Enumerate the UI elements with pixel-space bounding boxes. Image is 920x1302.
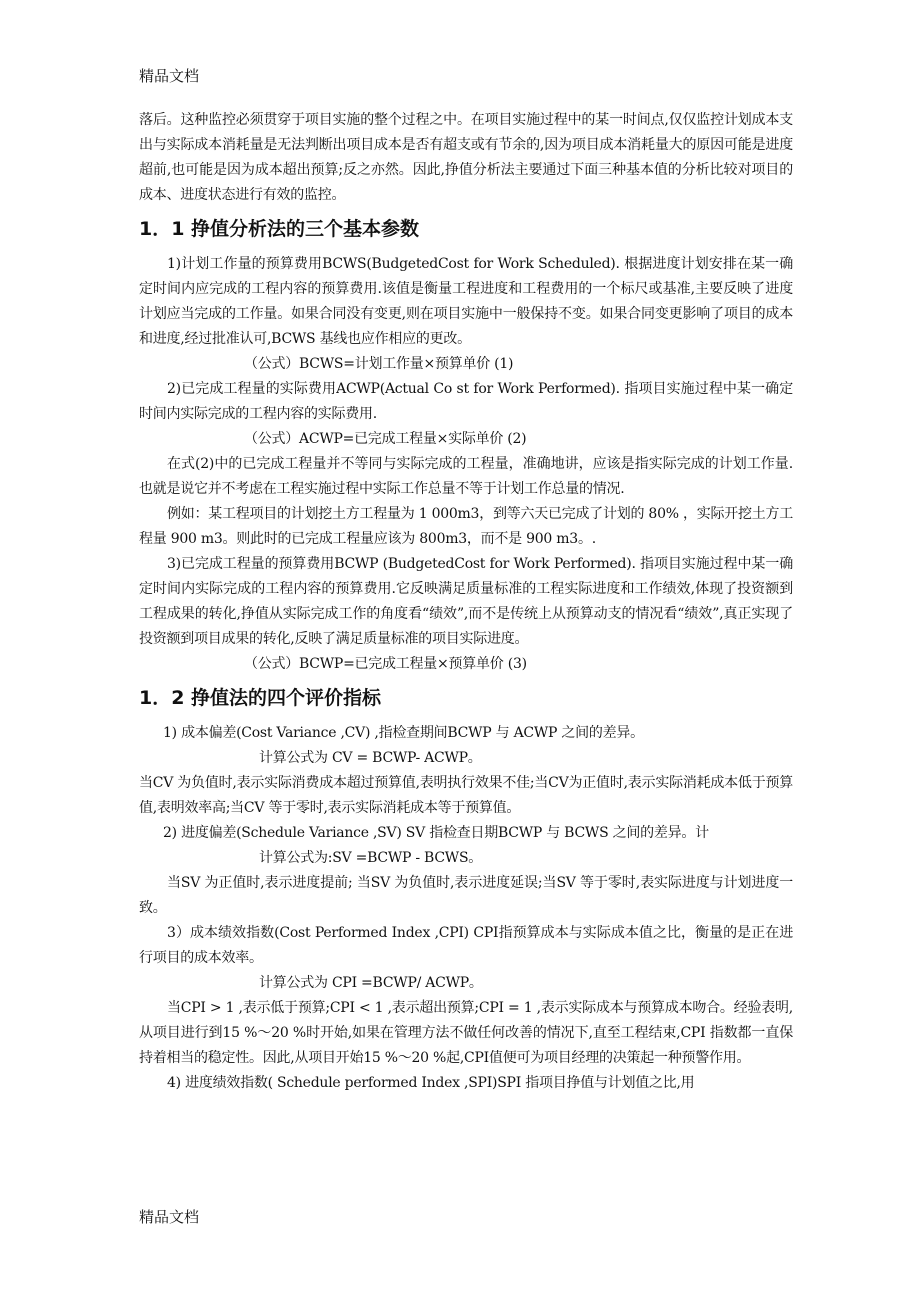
sv-formula: 计算公式为:SV =BCWP - BCWS。 (259, 850, 483, 866)
cpi-formula: 计算公式为 CPI =BCWP/ ACWP。 (259, 975, 483, 991)
cpi-item: 3）成本绩效指数(Cost Performed Index ,CPI) CPI指预算成本与实际成本值之比，衡量的是正在进行项目的成本效率。 (139, 925, 793, 966)
example-paragraph: 例如：某工程项目的计划挖土方工程量为 1 000m3，到等六天已完成了计划的 80% ，实际开挖土方工程量 900 m3。则此时的已完成工程量应该为 800m3，而不是 900 m3。. (139, 506, 793, 547)
bcws-formula: （公式）BCWS=计划工作量×预算单价 (1) (244, 356, 514, 372)
sv-description: 当SV 为正值时,表示进度提前; 当SV 为负值时,表示进度延误;当SV 等于零时,表实际进度与计划进度一致。 (139, 875, 793, 916)
acwp-paragraph: 2)已完成工程量的实际费用ACWP(Actual Co st for Work Performed). 指项目实施过程中某一确定时间内实际完成的工程内容的实际费用. (139, 381, 793, 422)
cpi-description: 当CPI > 1 ,表示低于预算;CPI < 1 ,表示超出预算;CPI = 1 ,表示实际成本与预算成本吻合。经验表明,从项目进行到15 %～20 %时开始,如果在管理方法不做任何改善的情况下,直至工程结束,CPI 指数都一直保持着相当的稳定性。因此,从项目开始15 %～20 %起,CPI值便可为项目经理的决策起一种预警作用。 (139, 1000, 793, 1066)
bcwp-formula: （公式）BCWP=已完成工程量×预算单价 (3) (244, 656, 527, 672)
bcws-paragraph: 1)计划工作量的预算费用BCWS(BudgetedCost for Work Scheduled). 根据进度计划安排在某一确定时间内应完成的工程内容的预算费用.该值是衡量工程进度和工程费用的一个标尺或基准,主要反映了进度计划应当完成的工作量。如果合同没有变更,则在项目实施中一般保持不变。如果合同变更影响了项目的成本和进度,经过批准认可,BCWS 基线也应作相应的更改。 (139, 256, 793, 347)
document-body (139, 108, 793, 1096)
cv-formula: 计算公式为 CV = BCWP- ACWP。 (259, 750, 482, 766)
page-footer-watermark: 精品文档 (139, 1208, 200, 1226)
cv-item: 1) 成本偏差(Cost Variance ,CV) ,指检查期间BCWP 与 ACWP 之间的差异。 (163, 725, 644, 741)
intro-paragraph: 落后。这种监控必须贯穿于项目实施的整个过程之中。在项目实施过程中的某一时间点,仅仅监控计划成本支出与实际成本消耗量是无法判断出项目成本是否有超支或有节余的,因为项目成本消耗量大的原因可能是进度超前,也可能是因为成本超出预算;反之亦然。因此,挣值分析法主要通过下面三种基本值的分析比较对项目的成本、进度状态进行有效的监控。 (139, 112, 793, 203)
spi-item: 4) 进度绩效指数( Schedule performed Index ,SPI)SPI 指项目挣值与计划值之比,用 (167, 1075, 695, 1091)
section-heading-1-2: 1．2 挣值法的四个评价指标 (139, 687, 382, 709)
bcwp-paragraph: 3)已完成工程量的预算费用BCWP (BudgetedCost for Work Performed). 指项目实施过程中某一确定时间内实际完成的工程内容的预算费用.它反映满足质量标准的工程实际进度和工作绩效,体现了投资额到工程成果的转化,挣值从实际完成工作的角度看“绩效”,而不是传统上从预算动支的情况看“绩效”,真正实现了投资额到项目成果的转化,反映了满足质量标准的项目实际进度。 (139, 556, 793, 647)
cv-description: 当CV 为负值时,表示实际消费成本超过预算值,表明执行效果不佳;当CV为正值时,表示实际消耗成本低于预算值,表明效率高;当CV 等于零时,表示实际消耗成本等于预算值。 (139, 775, 793, 816)
page-header-watermark: 精品文档 (139, 67, 200, 85)
acwp-formula: （公式）ACWP=已完成工程量×实际单价 (2) (244, 431, 527, 447)
section-heading-1-1: 1．1 挣值分析法的三个基本参数 (139, 218, 420, 240)
completed-work-paragraph: 在式(2)中的已完成工程量并不等同与实际完成的工程量，准确地讲，应该是指实际完成的计划工作量.也就是说它并不考虑在工程实施过程中实际工作总量不等于计划工作总量的情况. (139, 456, 793, 497)
sv-item: 2) 进度偏差(Schedule Variance ,SV) SV 指检查日期BCWP 与 BCWS 之间的差异。计 (163, 825, 709, 841)
